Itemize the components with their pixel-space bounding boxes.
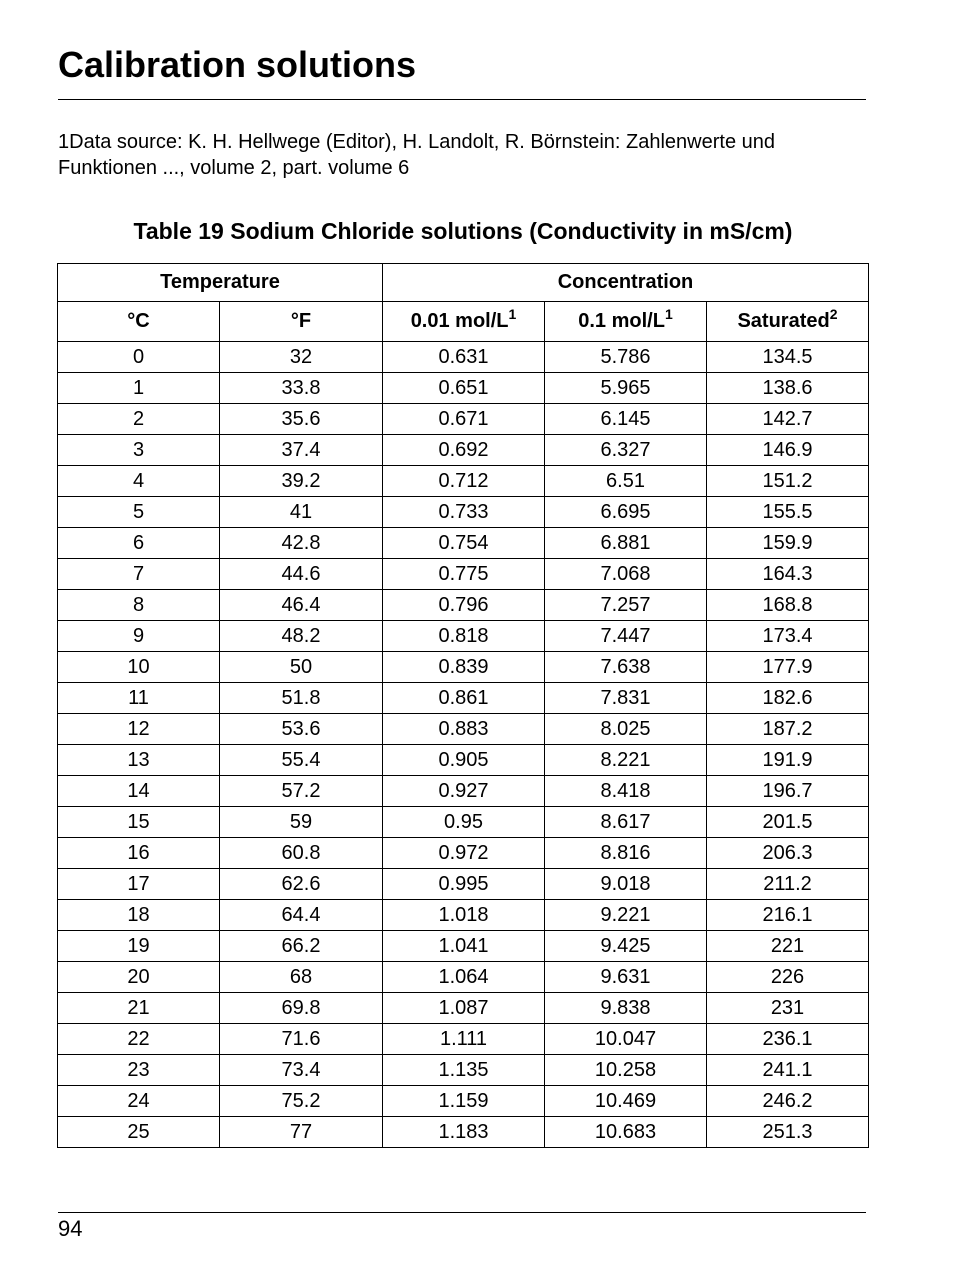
table-cell: 62.6 (220, 869, 383, 900)
table-row (58, 993, 869, 1024)
table-cell: 7.257 (545, 590, 707, 621)
table-cell: 155.5 (707, 497, 869, 528)
table-cell: 23 (58, 1055, 220, 1086)
table-cell: 0.883 (383, 714, 545, 745)
table-cell: 4 (58, 466, 220, 497)
table-cell: 236.1 (707, 1024, 869, 1055)
table-cell: 33.8 (220, 373, 383, 404)
column-header-label: 0.01 mol/L (410, 310, 509, 332)
table-cell: 24 (58, 1086, 220, 1117)
table-row (58, 776, 869, 807)
table-cell: 211.2 (707, 869, 869, 900)
table-cell: 1.018 (383, 900, 545, 931)
table-cell: 35.6 (220, 404, 383, 435)
table-row (58, 683, 869, 714)
table-cell: 10.258 (545, 1055, 707, 1086)
page-title: Calibration solutions (58, 44, 417, 85)
table-cell: 226 (707, 962, 869, 993)
table-row (58, 559, 869, 590)
table-cell: 241.1 (707, 1055, 869, 1086)
table-cell: 20 (58, 962, 220, 993)
table-row (58, 342, 869, 373)
table-cell: 50 (220, 652, 383, 683)
data-source-footnote: 1Data source: K. H. Hellwege (Editor), H. Landolt, R. Börnstein: Zahlenwerte und Funktionen ..., volume 2, part. volume 6 (58, 131, 776, 179)
table-row (58, 1086, 869, 1117)
table-cell: 164.3 (707, 559, 869, 590)
table-cell: 68 (220, 962, 383, 993)
table-cell: 231 (707, 993, 869, 1024)
table-cell: 134.5 (707, 342, 869, 373)
table-cell: 46.4 (220, 590, 383, 621)
table-row (58, 404, 869, 435)
table-cell: 9.631 (545, 962, 707, 993)
table-cell: 8.025 (545, 714, 707, 745)
table-cell: 57.2 (220, 776, 383, 807)
table-cell: 8.816 (545, 838, 707, 869)
table-cell: 1.041 (383, 931, 545, 962)
temperature-group-header: Temperature (58, 264, 383, 302)
table-row (58, 435, 869, 466)
table-cell: 32 (220, 342, 383, 373)
table-cell: 5.786 (545, 342, 707, 373)
table-cell: 8.418 (545, 776, 707, 807)
table-cell: 6 (58, 528, 220, 559)
table-row (58, 838, 869, 869)
table-cell: 51.8 (220, 683, 383, 714)
table-cell: 138.6 (707, 373, 869, 404)
table-cell: 39.2 (220, 466, 383, 497)
table-cell: 1.111 (383, 1024, 545, 1055)
table-cell: 196.7 (707, 776, 869, 807)
table-cell: 0.839 (383, 652, 545, 683)
table-cell: 0 (58, 342, 220, 373)
table-cell: 66.2 (220, 931, 383, 962)
table-cell: 0.671 (383, 404, 545, 435)
table-cell: 21 (58, 993, 220, 1024)
table-cell: 0.95 (383, 807, 545, 838)
table-cell: 0.927 (383, 776, 545, 807)
footer-divider (58, 1212, 866, 1213)
table-cell: 251.3 (707, 1117, 869, 1148)
table-cell: 0.651 (383, 373, 545, 404)
table-cell: 7.447 (545, 621, 707, 652)
table-cell: 6.51 (545, 466, 707, 497)
table-cell: 0.995 (383, 869, 545, 900)
column-header (707, 302, 869, 342)
table-cell: 0.861 (383, 683, 545, 714)
table-cell: 10.683 (545, 1117, 707, 1148)
table-cell: 173.4 (707, 621, 869, 652)
table-cell: 187.2 (707, 714, 869, 745)
table-cell: 182.6 (707, 683, 869, 714)
table-cell: 168.8 (707, 590, 869, 621)
table-cell: 146.9 (707, 435, 869, 466)
table-row (58, 869, 869, 900)
table-cell: 44.6 (220, 559, 383, 590)
title-divider (58, 99, 866, 100)
table-cell: 18 (58, 900, 220, 931)
table-cell: 0.692 (383, 435, 545, 466)
table-cell: 1.064 (383, 962, 545, 993)
table-cell: 37.4 (220, 435, 383, 466)
column-header-label: °C (127, 310, 150, 332)
table-cell: 1.159 (383, 1086, 545, 1117)
table-cell: 1.135 (383, 1055, 545, 1086)
table-cell: 9.425 (545, 931, 707, 962)
column-header (58, 302, 220, 342)
table-cell: 73.4 (220, 1055, 383, 1086)
table-cell: 151.2 (707, 466, 869, 497)
table-cell: 7.068 (545, 559, 707, 590)
footnote-marker: 1 (664, 306, 673, 322)
table-cell: 48.2 (220, 621, 383, 652)
table-row (58, 652, 869, 683)
table-cell: 69.8 (220, 993, 383, 1024)
table-row (58, 1055, 869, 1086)
table-cell: 0.733 (383, 497, 545, 528)
table-cell: 17 (58, 869, 220, 900)
table-cell: 0.796 (383, 590, 545, 621)
table-row (58, 1024, 869, 1055)
table-cell: 9 (58, 621, 220, 652)
table-cell: 9.838 (545, 993, 707, 1024)
table-cell: 75.2 (220, 1086, 383, 1117)
table-row (58, 621, 869, 652)
table-cell: 59 (220, 807, 383, 838)
column-header-label: Saturated (737, 310, 830, 332)
table-row (58, 807, 869, 838)
table-cell: 0.775 (383, 559, 545, 590)
table-cell: 6.145 (545, 404, 707, 435)
table-row (58, 714, 869, 745)
table-cell: 9.221 (545, 900, 707, 931)
table-cell: 6.881 (545, 528, 707, 559)
table-cell: 3 (58, 435, 220, 466)
table-cell: 201.5 (707, 807, 869, 838)
table-cell: 8 (58, 590, 220, 621)
column-header (383, 302, 545, 342)
table-row (58, 900, 869, 931)
table-row (58, 931, 869, 962)
table-row (58, 590, 869, 621)
table-cell: 55.4 (220, 745, 383, 776)
footnote-marker: 2 (829, 306, 838, 322)
table-cell: 8.617 (545, 807, 707, 838)
column-header (220, 302, 383, 342)
table-cell: 246.2 (707, 1086, 869, 1117)
table-cell: 7 (58, 559, 220, 590)
conductivity-table (57, 263, 869, 1148)
table-cell: 60.8 (220, 838, 383, 869)
table-cell: 221 (707, 931, 869, 962)
table-row (58, 962, 869, 993)
table-cell: 0.631 (383, 342, 545, 373)
table-cell: 1 (58, 373, 220, 404)
table-cell: 0.972 (383, 838, 545, 869)
table-row (58, 1117, 869, 1148)
table-cell: 206.3 (707, 838, 869, 869)
table-cell: 19 (58, 931, 220, 962)
table-cell: 41 (220, 497, 383, 528)
table-cell: 7.831 (545, 683, 707, 714)
table-cell: 5.965 (545, 373, 707, 404)
table-cell: 159.9 (707, 528, 869, 559)
table-cell: 191.9 (707, 745, 869, 776)
table-cell: 6.327 (545, 435, 707, 466)
table-caption: Table 19 Sodium Chloride solutions (Conductivity in mS/cm) (133, 218, 793, 244)
table-cell: 77 (220, 1117, 383, 1148)
table-cell: 10.047 (545, 1024, 707, 1055)
column-header-label: °F (290, 310, 312, 332)
table-cell: 22 (58, 1024, 220, 1055)
table-cell: 0.712 (383, 466, 545, 497)
table-cell: 177.9 (707, 652, 869, 683)
page-number: 94 (58, 1216, 83, 1241)
column-header-label: 0.1 mol/L (578, 310, 665, 332)
table-cell: 0.905 (383, 745, 545, 776)
footnote-marker: 1 (508, 306, 517, 322)
table-cell: 42.8 (220, 528, 383, 559)
table-cell: 13 (58, 745, 220, 776)
concentration-group-header: Concentration (383, 264, 869, 302)
table-cell: 142.7 (707, 404, 869, 435)
table-cell: 1.183 (383, 1117, 545, 1148)
table-cell: 8.221 (545, 745, 707, 776)
table-cell: 10.469 (545, 1086, 707, 1117)
table-cell: 10 (58, 652, 220, 683)
table-cell: 9.018 (545, 869, 707, 900)
table-cell: 5 (58, 497, 220, 528)
table-row (58, 528, 869, 559)
table-row (58, 373, 869, 404)
table-cell: 14 (58, 776, 220, 807)
table-cell: 216.1 (707, 900, 869, 931)
table-cell: 16 (58, 838, 220, 869)
table-cell: 0.754 (383, 528, 545, 559)
table-row (58, 745, 869, 776)
table-cell: 7.638 (545, 652, 707, 683)
table-cell: 1.087 (383, 993, 545, 1024)
table-cell: 2 (58, 404, 220, 435)
table-cell: 0.818 (383, 621, 545, 652)
table-cell: 12 (58, 714, 220, 745)
column-header (545, 302, 707, 342)
table-cell: 15 (58, 807, 220, 838)
table-cell: 64.4 (220, 900, 383, 931)
table-row (58, 466, 869, 497)
table-cell: 6.695 (545, 497, 707, 528)
table-cell: 25 (58, 1117, 220, 1148)
table-cell: 11 (58, 683, 220, 714)
table-cell: 53.6 (220, 714, 383, 745)
table-row (58, 497, 869, 528)
table-cell: 71.6 (220, 1024, 383, 1055)
